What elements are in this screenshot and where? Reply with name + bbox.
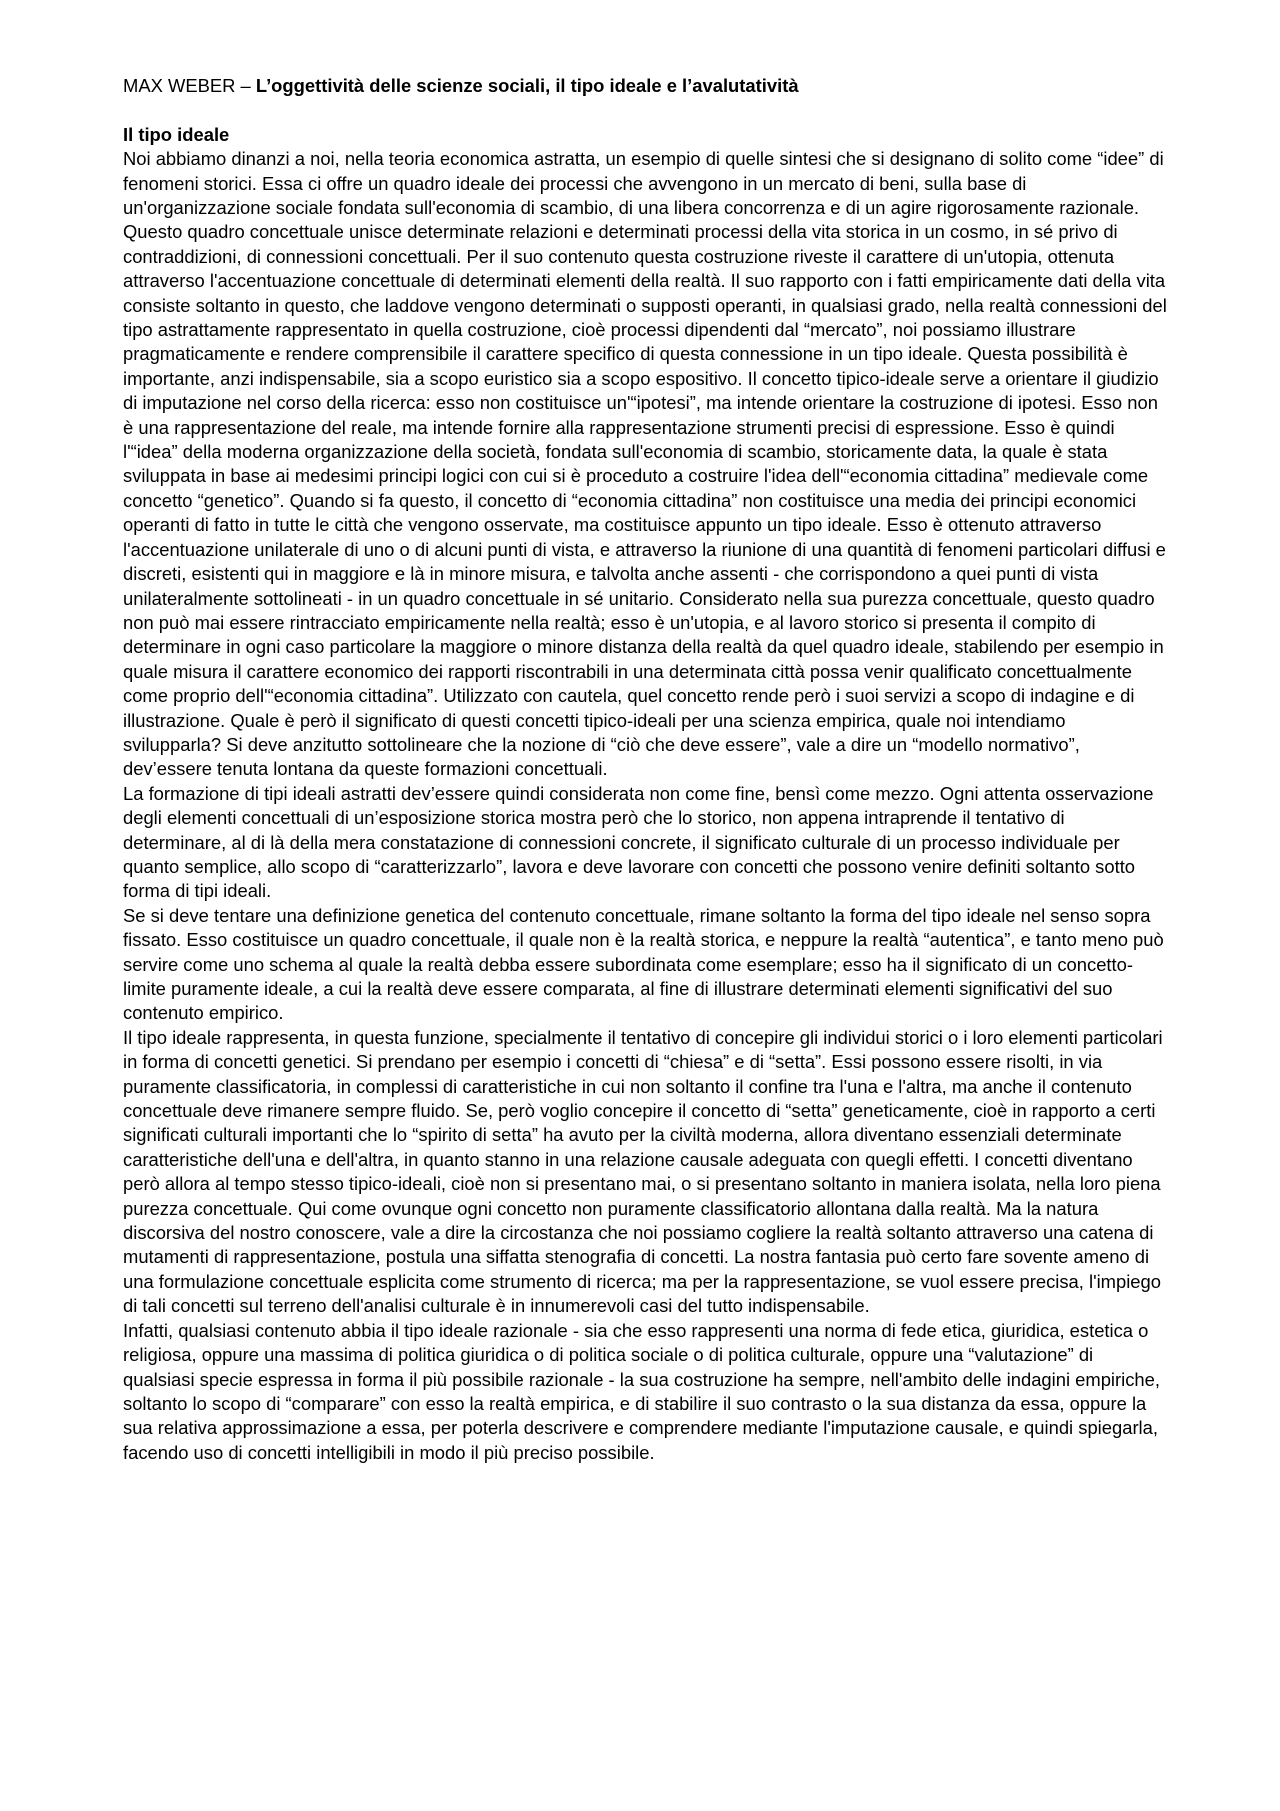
document-title [123, 74, 1168, 98]
title-author: MAX WEBER – [123, 75, 256, 96]
paragraph-2: La formazione di tipi ideali astratti dev’essere quindi considerata non come fine, bensì come mezzo. Ogni attenta osservazione degli elementi concettuali di un’esposizione storica mostra però che lo storico, non appena intraprende il tentativo di determinare, al di là della mera constatazione di connessioni concrete, il significato culturale di un processo individuale per quanto semplice, allo scopo di “caratterizzarlo”, lavora e deve lavorare con concetti che possono venire definiti soltanto sotto forma di tipi ideali. [123, 782, 1154, 902]
title-text: L’oggettività delle scienze sociali, il tipo ideale e l’avalutatività [255, 75, 799, 96]
paragraph-4: Il tipo ideale rappresenta, in questa funzione, specialmente il tentativo di concepire gli individui storici o i loro elementi particolari in forma di concetti genetici. Si prendano per esempio i concetti di “chiesa” e di “setta”. Essi possono essere risolti, in via puramente classificatoria, in complessi di caratteristiche in cui non soltanto il confine tra l'una e l'altra, ma anche il contenuto concettuale deve rimanere sempre fluido. Se, però voglio concepire il concetto di “setta” geneticamente, cioè in rapporto a certi significati culturali importanti che lo “spirito di setta” ha avuto per la civiltà moderna, allora diventano essenziali determinate caratteristiche dell'una e dell'altra, in quanto stanno in una relazione causale adeguata con quegli effetti. I concetti diventano però allora al tempo stesso tipico-ideali, cioè non si presentano mai, o si presentano soltanto in maniera isolata, nella loro piena purezza concettuale. Qui come ovunque ogni concetto non puramente classificatorio allontana dalla realtà. Ma la natura discorsiva del nostro conoscere, vale a dire la circostanza che noi possiamo cogliere la realtà soltanto attraverso una catena di mutamenti di rappresentazione, postula una siffatta stenografia di concetti. La nostra fantasia può certo fare sovente ameno di una formulazione concettuale esplicita come strumento di ricerca; ma per la rappresentazione, se vuol essere precisa, l'impiego di tali concetti sul terreno dell'analisi culturale è in innumerevoli casi del tutto indispensabile. [123, 1026, 1163, 1317]
paragraph-1: Noi abbiamo dinanzi a noi, nella teoria economica astratta, un esempio di quelle sintesi che si designano di solito come “idee” di fenomeni storici. Essa ci offre un quadro ideale dei processi che avvengono in un mercato di beni, sulla base di un'organizzazione sociale fondata sull'economia di scambio, di una libera concorrenza e di un agire rigorosamente razionale. Questo quadro concettuale unisce determinate relazioni e determinati processi della vita storica in un cosmo, in sé privo di contraddizioni, di connessioni concettuali. Per il suo contenuto questa costruzione riveste il carattere di un'utopia, ottenuta attraverso l'accentuazione concettuale di determinati elementi della realtà. Il suo rapporto con i fatti empiricamente dati della vita consiste soltanto in questo, che laddove vengono determinati o supposti operanti, in qualsiasi grado, nella realtà connessioni del tipo astrattamente rappresentato in quella costruzione, cioè processi dipendenti dal “mercato”, noi possiamo illustrare pragmaticamente e rendere comprensibile il carattere specifico di questa connessione in un tipo ideale. Questa possibilità è importante, anzi indispensabile, sia a scopo euristico sia a scopo espositivo. Il concetto tipico-ideale serve a orientare il giudizio di imputazione nel corso della ricerca: esso non costituisce un'“ipotesi”, ma intende orientare la costruzione di ipotesi. Esso non è una rappresentazione del reale, ma intende fornire alla rappresentazione strumenti precisi di espressione. Esso è quindi l'“idea” della moderna organizzazione della società, fondata sull'economia di scambio, storicamente data, la quale è stata sviluppata in base ai medesimi principi logici con cui si è proceduto a costruire l'idea dell'“economia cittadina” medievale come concetto “genetico”. Quando si fa questo, il concetto di “economia cittadina” non costituisce una media dei principi economici operanti di fatto in tutte le città che vengono osservate, ma costituisce appunto un tipo ideale. Esso è ottenuto attraverso l'accentuazione unilaterale di uno o di alcuni punti di vista, e attraverso la riunione di una quantità di fenomeni particolari diffusi e discreti, esistenti qui in maggiore e là in minore misura, e talvolta anche assenti - che corrispondono a quei punti di vista unilateralmente sottolineati - in un quadro concettuale in sé unitario. Considerato nella sua purezza concettuale, questo quadro non può mai essere rintracciato empiricamente nella realtà; esso è un'utopia, e al lavoro storico si presenta il compito di determinare in ogni caso particolare la maggiore o minore distanza della realtà da quel quadro ideale, stabilendo per esempio in quale misura il carattere economico dei rapporti riscontrabili in una determinata città possa venir qualificato concettualmente come proprio dell'“economia cittadina”. Utilizzato con cautela, quel concetto rende però i suoi servizi a scopo di indagine e di illustrazione. Quale è però il significato di questi concetti tipico-ideali per una scienza empirica, quale noi intendiamo svilupparla? Si deve anzitutto sottolineare che la nozione di “ciò che deve essere”, vale a dire un “modello normativo”, dev’essere tenuta lontana da queste formazioni concettuali. [123, 148, 1167, 780]
paragraph-3: Se si deve tentare una definizione genetica del contenuto concettuale, rimane soltanto la forma del tipo ideale nel senso sopra fissato. Esso costituisce un quadro concettuale, il quale non è la realtà storica, e neppure la realtà “autentica”, e tanto meno può servire come uno schema al quale la realtà debba essere subordinata come esemplare; esso ha il significato di un concetto-limite puramente ideale, a cui la realtà deve essere comparata, al fine di illustrare determinati elementi significativi del suo contenuto empirico. [123, 904, 1164, 1024]
paragraph-5: Infatti, qualsiasi contenuto abbia il tipo ideale razionale - sia che esso rappresenti una norma di fede etica, giuridica, estetica o religiosa, oppure una massima di politica giuridica o di politica sociale o di politica culturale, oppure una “valutazione” di qualsiasi specie espressa in forma il più possibile razionale - la sua costruzione ha sempre, nell'ambito delle indagini empiriche, soltanto lo scopo di “comparare” con esso la realtà empirica, e di stabilire il suo contrasto o la sua distanza da essa, oppure la sua relativa approssimazione a essa, per poterla descrivere e comprendere mediante l'imputazione causale, e quindi spiegarla, facendo uso di concetti intelligibili in modo il più preciso possibile. [123, 1319, 1160, 1463]
document-page [123, 74, 1168, 1465]
section-heading: Il tipo ideale [123, 123, 230, 145]
title-spacer [123, 98, 1168, 122]
